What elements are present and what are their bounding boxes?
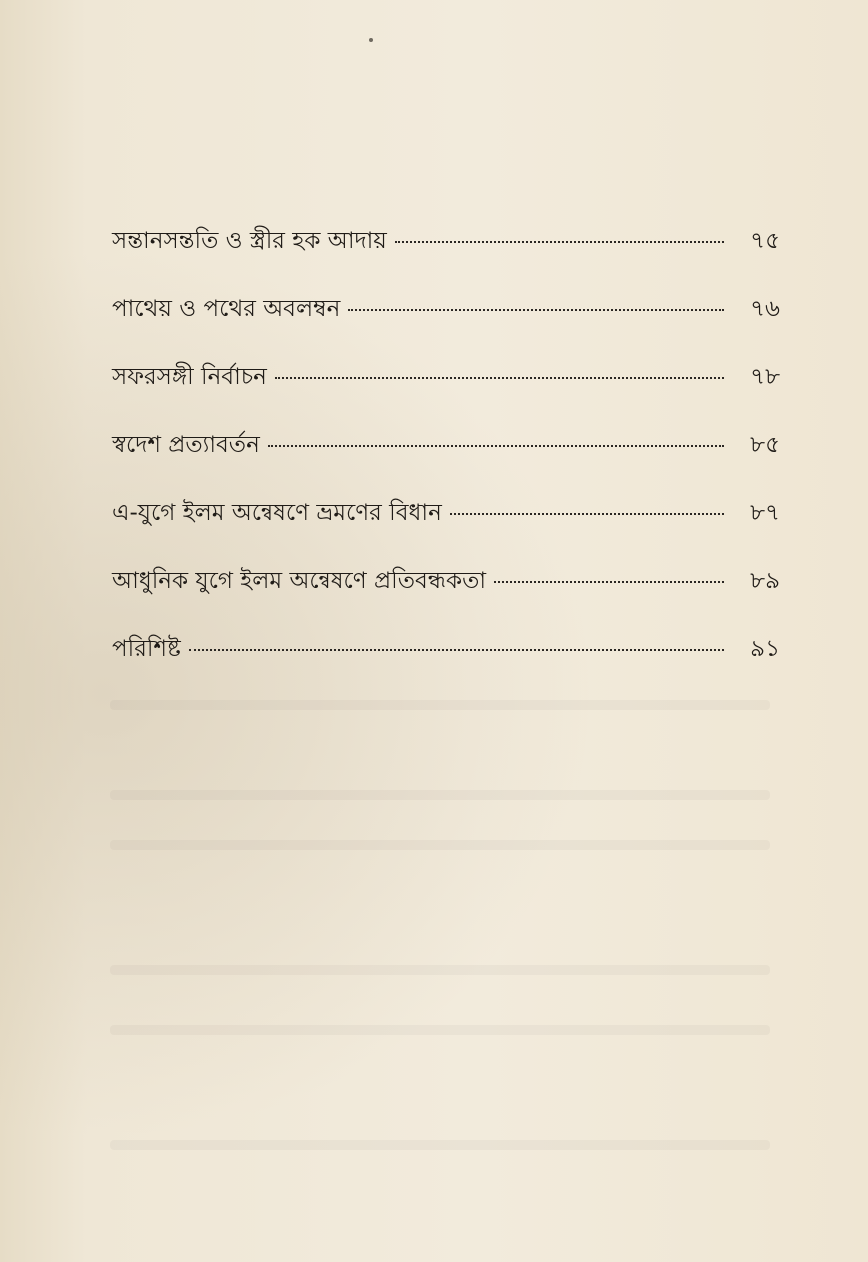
toc-entry-title: সফরসঙ্গী নির্বাচন (112, 364, 267, 390)
toc-leader-dots (348, 309, 724, 311)
table-of-contents (112, 222, 780, 698)
toc-leader-dots (450, 513, 724, 515)
show-through-text (110, 1140, 770, 1150)
toc-entry[interactable] (112, 222, 780, 290)
toc-leader-dots (189, 649, 724, 651)
toc-entry[interactable] (112, 426, 780, 494)
show-through-text (110, 1025, 770, 1035)
toc-entry-title: পাথেয় ও পথের অবলম্বন (112, 296, 341, 322)
show-through-text (110, 790, 770, 800)
toc-entry-page: ৭৬ (750, 296, 780, 322)
toc-entry-page: ৭৫ (750, 228, 780, 254)
toc-entry-page: ৮৫ (750, 432, 780, 458)
toc-leader-dots (268, 445, 724, 447)
toc-leader-dots (494, 581, 724, 583)
toc-entry[interactable] (112, 358, 780, 426)
toc-leader-dots (275, 377, 724, 379)
show-through-text (110, 965, 770, 975)
toc-entry-page: ৮৯ (750, 568, 780, 594)
toc-entry[interactable] (112, 562, 780, 630)
paper-speck (369, 38, 373, 42)
show-through-text (110, 700, 770, 710)
toc-entry[interactable] (112, 630, 780, 698)
toc-entry-title: স্বদেশ প্রত্যাবর্তন (112, 432, 260, 458)
toc-entry-page: ৯১ (750, 636, 780, 662)
toc-entry-page: ৮৭ (750, 500, 780, 526)
toc-entry-title: এ-যুগে ইলম অন্বেষণে ভ্রমণের বিধান (112, 500, 442, 526)
show-through-text (110, 840, 770, 850)
toc-entry-title: সন্তানসন্ততি ও স্ত্রীর হক আদায় (112, 228, 387, 254)
toc-entry[interactable] (112, 494, 780, 562)
toc-entry-title: আধুনিক যুগে ইলম অন্বেষণে প্রতিবন্ধকতা (112, 568, 487, 594)
toc-leader-dots (395, 241, 724, 243)
toc-entry[interactable] (112, 290, 780, 358)
toc-entry-page: ৭৮ (750, 364, 780, 390)
toc-entry-title: পরিশিষ্ট (112, 636, 181, 662)
